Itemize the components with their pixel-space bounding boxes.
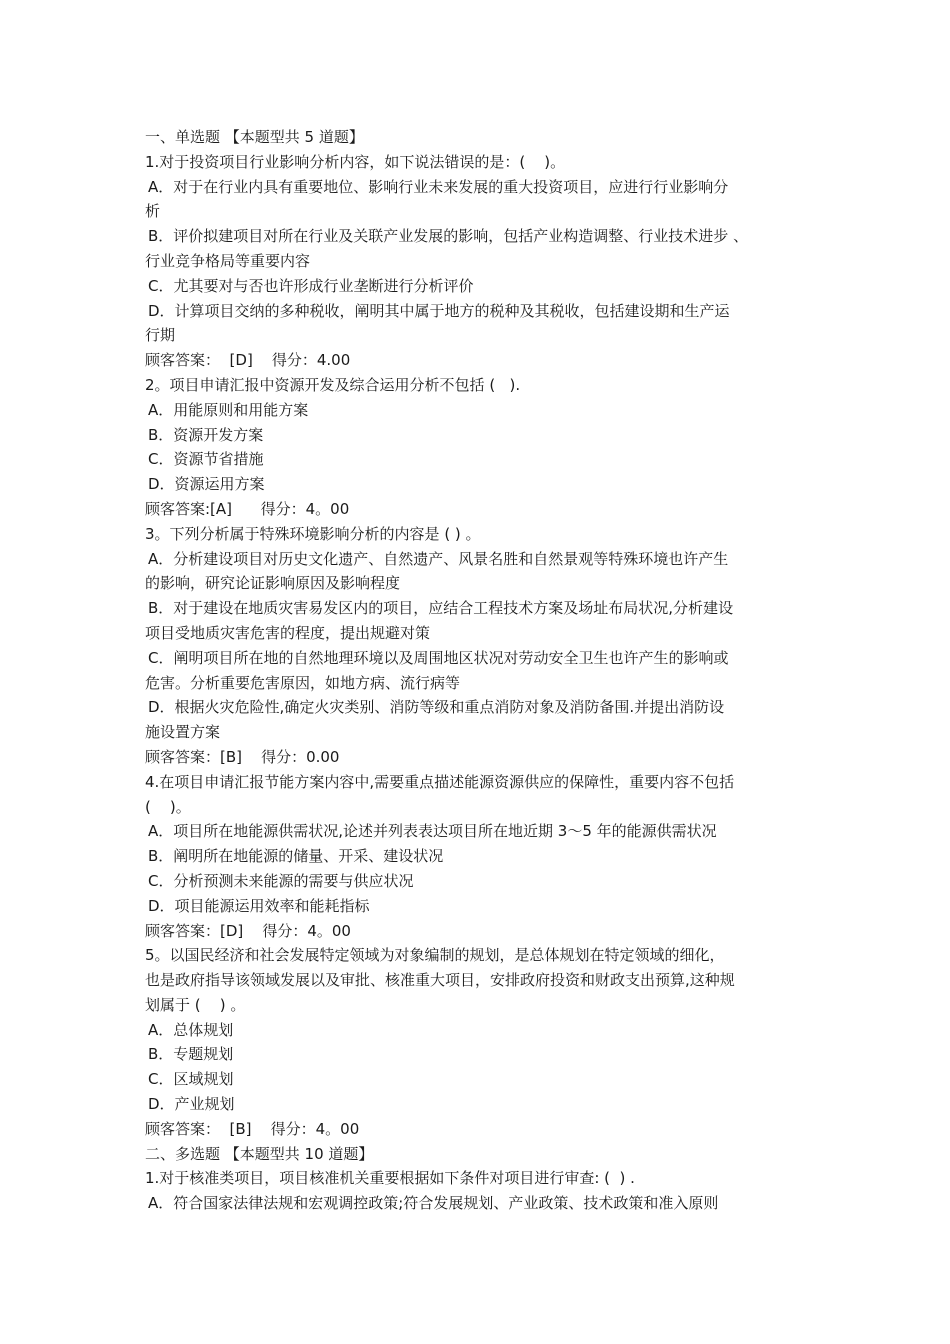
- option: [145, 175, 825, 225]
- option-line: 析: [145, 202, 161, 221]
- question: [145, 373, 825, 522]
- question-stem: 4.在项目申请汇报节能方案内容中,需要重点描述能源资源供应的保障性，重要内容不包括: [145, 772, 735, 791]
- question: [145, 1166, 825, 1216]
- answer-line: 顾客答案： [D] 得分：4.00: [145, 351, 351, 370]
- option-line: D．资源运用方案: [148, 475, 265, 494]
- answer-line: 顾客答案： [B] 得分：4。00: [145, 1119, 360, 1138]
- question: [145, 522, 825, 770]
- document-page: [145, 125, 825, 1216]
- answer-line: 顾客答案：[D] 得分：4。00: [145, 921, 351, 940]
- question: [145, 150, 825, 373]
- option: [145, 646, 825, 696]
- answer-line: 顾客答案：[B] 得分：0.00: [145, 747, 340, 766]
- option-line: C．区域规划: [148, 1070, 234, 1089]
- option-line: B．资源开发方案: [148, 425, 264, 444]
- option: [145, 224, 825, 274]
- option-line: D．项目能源运用效率和能耗指标: [148, 896, 370, 915]
- option-line: A．符合国家法律法规和宏观调控政策;符合发展规划、产业政策、技术政策和准入原则: [148, 1194, 719, 1213]
- option-line: B．阐明所在地能源的储量、开采、建设状况: [148, 847, 444, 866]
- section-title: 一、单选题 【本题型共 5 道题】: [145, 128, 364, 146]
- option-line: 施设置方案: [145, 723, 221, 742]
- option-line: C．阐明项目所在地的自然地理环境以及周围地区状况对劳动安全卫生也许产生的影响或: [148, 648, 729, 667]
- option-line: 危害。分析重要危害原因，如地方病、流行病等: [145, 673, 461, 692]
- option-line: D．产业规划: [148, 1095, 235, 1114]
- option-line: 的影响，研究论证影响原因及影响程度: [145, 574, 401, 593]
- section-title: 二、多选题 【本题型共 10 道题】: [145, 1144, 374, 1163]
- option-line: 行业竞争格局等重要内容: [145, 251, 311, 270]
- option-line: A．用能原则和用能方案: [148, 400, 309, 419]
- question-stem: 1.对于核准类项目，项目核准机关重要根据如下条件对项目进行审查: ( ) .: [145, 1169, 635, 1188]
- option-line: 行期: [145, 326, 176, 345]
- option-line: A．项目所在地能源供需状况,论述并列表表达项目所在地近期 3～5 年的能源供需状况: [148, 822, 717, 841]
- option-line: A．分析建设项目对历史文化遗产、自然遗产、风景名胜和自然景观等特殊环境也许产生: [148, 549, 729, 568]
- question-stem: 3。下列分析属于特殊环境影响分析的内容是 ( ) 。: [145, 524, 481, 543]
- question-stem: 划属于 ( ) 。: [145, 995, 246, 1014]
- option-line: C．尤其要对与否也许形成行业垄断进行分析评价: [148, 276, 474, 295]
- question-stem: 1.对于投资项目行业影响分析内容，如下说法错误的是：( )。: [145, 152, 566, 171]
- option-line: D．计算项目交纳的多种税收，阐明其中属于地方的税种及其税收，包括建设期和生产运: [148, 301, 730, 320]
- question-stem: 2。项目申请汇报中资源开发及综合运用分析不包括 ( ).: [145, 375, 521, 394]
- option: [145, 299, 825, 349]
- option-line: B．专题规划: [148, 1045, 234, 1064]
- option-line: A．总体规划: [148, 1020, 234, 1039]
- option-line: B．评价拟建项目对所在行业及关联产业发展的影响，包括产业构造调整、行业技术进步 、: [148, 227, 749, 246]
- option-line: 项目受地质灾害危害的程度，提出规避对策: [145, 623, 431, 642]
- option-line: C．资源节省措施: [148, 450, 264, 469]
- option: [145, 274, 825, 299]
- question-stem: ( )。: [145, 797, 191, 816]
- question-stem: 5。以国民经济和社会发展特定领域为对象编制的规划，是总体规划在特定领域的细化，: [145, 946, 725, 965]
- question-stem: 也是政府指导该领域发展以及审批、核准重大项目，安排政府投资和财政支出预算,这种规: [145, 971, 735, 990]
- option: [145, 596, 825, 646]
- question: [145, 943, 825, 1141]
- option-line: C．分析预测未来能源的需要与供应状况: [148, 871, 414, 890]
- option-line: B．对于建设在地质灾害易发区内的项目，应结合工程技术方案及场址布局状况,分析建设: [148, 599, 734, 618]
- option: [145, 695, 825, 745]
- answer-line: 顾客答案:[A] 得分：4。00: [145, 499, 350, 518]
- question: [145, 770, 825, 944]
- option-line: D．根据火灾危险性,确定火灾类别、消防等级和重点消防对象及消防备围.并提出消防设: [148, 698, 725, 717]
- option: [145, 547, 825, 597]
- option-line: A．对于在行业内具有重要地位、影响行业未来发展的重大投资项目，应进行行业影响分: [148, 177, 729, 196]
